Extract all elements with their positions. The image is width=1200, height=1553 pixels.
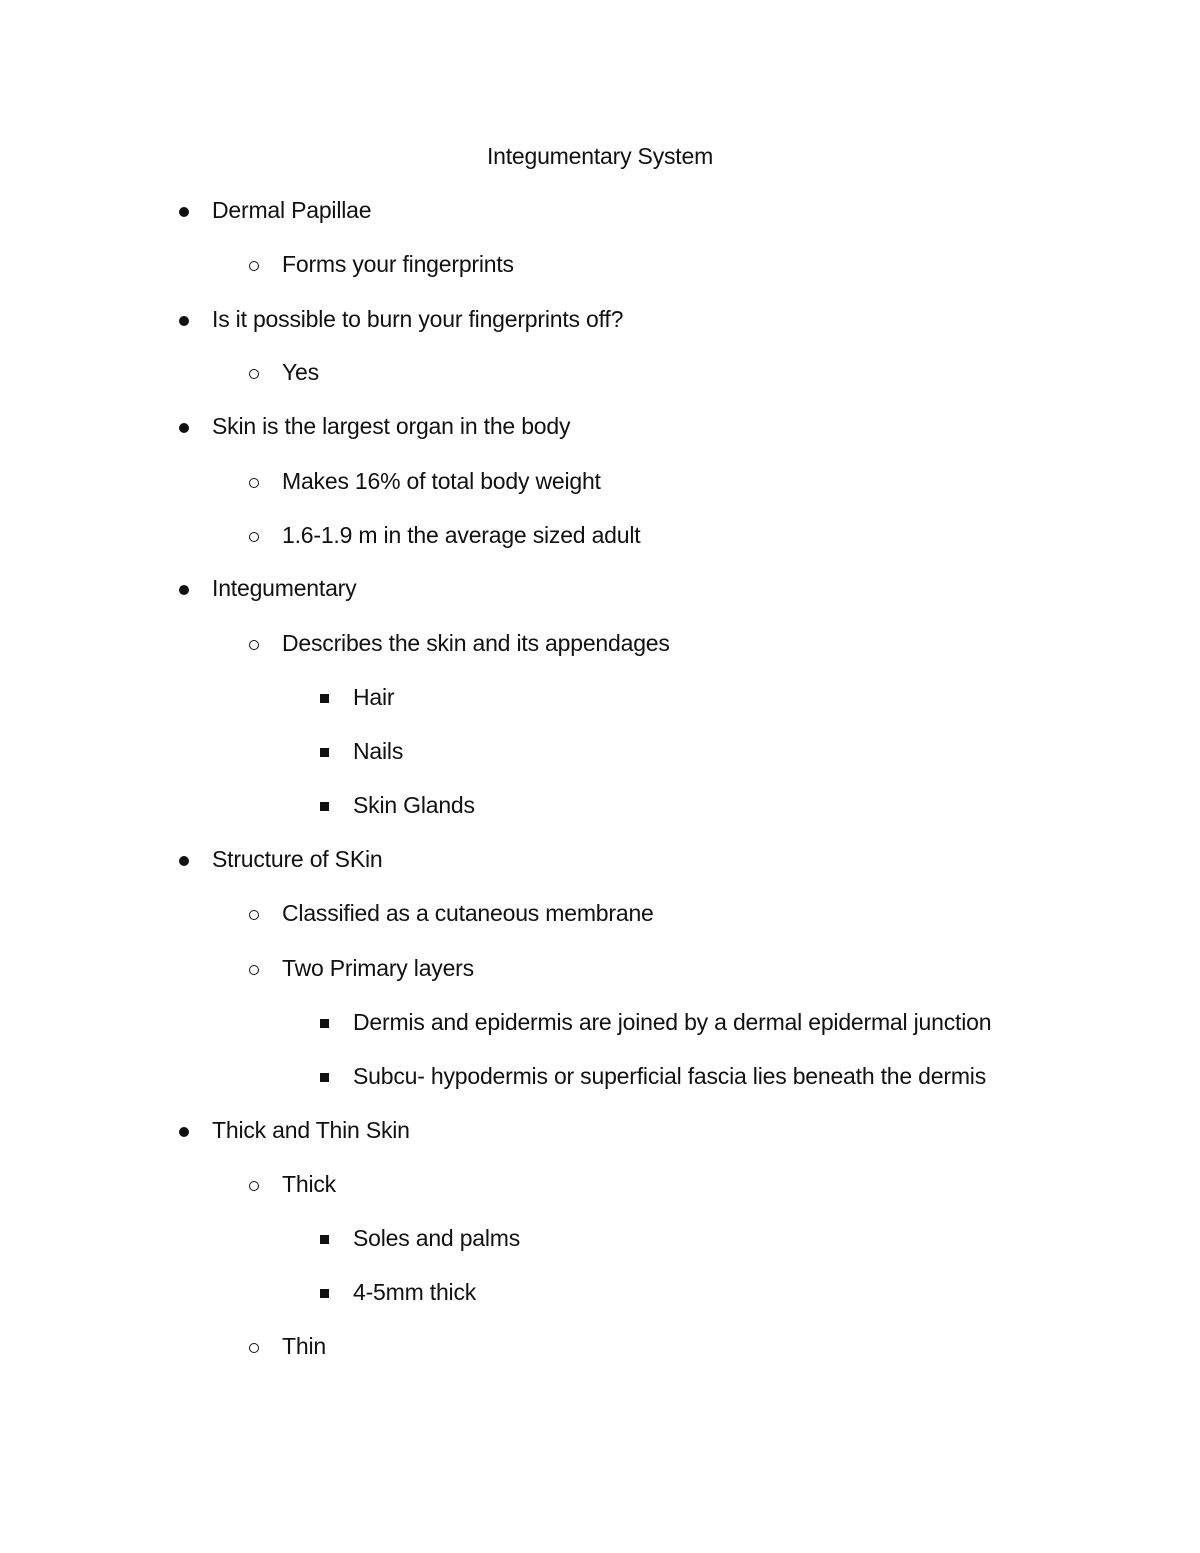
list-item-text: Makes 16% of total body weight bbox=[282, 468, 601, 494]
list-item-text: Thin bbox=[282, 1333, 326, 1359]
list-item-text: Is it possible to burn your fingerprints off? bbox=[212, 306, 624, 332]
disc-bullet-icon bbox=[179, 207, 189, 217]
disc-bullet-icon bbox=[179, 316, 189, 326]
circle-bullet-icon bbox=[249, 1181, 259, 1191]
list-item-text: Skin is the largest organ in the body bbox=[212, 413, 571, 439]
list-item-text: Hair bbox=[353, 684, 395, 710]
list-item-text: Subcu- hypodermis or superficial fascia lies beneath the dermis bbox=[353, 1063, 986, 1089]
disc-bullet-icon bbox=[179, 585, 189, 595]
circle-bullet-icon bbox=[249, 1343, 259, 1353]
square-bullet-icon bbox=[320, 1073, 329, 1082]
square-bullet-icon bbox=[320, 1235, 329, 1244]
list-item-text: Classified as a cutaneous membrane bbox=[282, 900, 654, 926]
list-item-text: Dermal Papillae bbox=[212, 197, 372, 223]
disc-bullet-icon bbox=[179, 856, 189, 866]
list-item-text: Describes the skin and its appendages bbox=[282, 630, 670, 656]
list-item-text: Thick bbox=[282, 1171, 336, 1197]
circle-bullet-icon bbox=[249, 478, 259, 488]
square-bullet-icon bbox=[320, 1289, 329, 1298]
square-bullet-icon bbox=[320, 802, 329, 811]
list-item-text: Skin Glands bbox=[353, 792, 475, 818]
list-item-text: Structure of SKin bbox=[212, 846, 383, 872]
list-item-text: Integumentary bbox=[212, 575, 357, 601]
list-item-text: Two Primary layers bbox=[282, 955, 474, 981]
list-item-text: Dermis and epidermis are joined by a dermal epidermal junction bbox=[353, 1009, 992, 1035]
list-item-text: Thick and Thin Skin bbox=[212, 1117, 410, 1143]
circle-bullet-icon bbox=[249, 965, 259, 975]
list-item-text: Forms your fingerprints bbox=[282, 251, 514, 277]
circle-bullet-icon bbox=[249, 640, 259, 650]
circle-bullet-icon bbox=[249, 369, 259, 379]
circle-bullet-icon bbox=[249, 910, 259, 920]
list-item-text: 4-5mm thick bbox=[353, 1279, 477, 1305]
document-title: Integumentary System bbox=[486, 143, 714, 169]
square-bullet-icon bbox=[320, 1019, 329, 1028]
square-bullet-icon bbox=[320, 694, 329, 703]
circle-bullet-icon bbox=[249, 532, 259, 542]
disc-bullet-icon bbox=[179, 423, 189, 433]
list-item-text: Soles and palms bbox=[353, 1225, 521, 1251]
list-item-text: Yes bbox=[282, 359, 319, 385]
square-bullet-icon bbox=[320, 748, 329, 757]
list-item-text: 1.6-1.9 m in the average sized adult bbox=[282, 522, 641, 548]
circle-bullet-icon bbox=[249, 261, 259, 271]
disc-bullet-icon bbox=[179, 1127, 189, 1137]
list-item-text: Nails bbox=[353, 738, 404, 764]
